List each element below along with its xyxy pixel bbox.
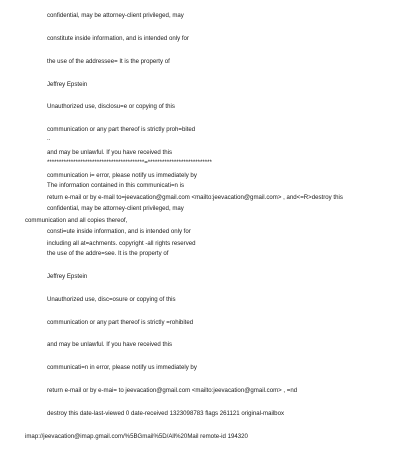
text-line: including all at=achments. copyright -all rights reserved <box>47 240 196 247</box>
text-line: Jeffrey Epstein <box>47 80 88 88</box>
text-line: communication and all copies thereof, <box>25 217 128 225</box>
text-line: return e-mail or by e-mai= to jeevacation@gmail.com <mailto:jeevacation@gmail.com> , =nd <box>47 387 298 394</box>
text-line: communication i= error, please notify us immediately by <box>47 171 197 179</box>
text-line: consti=ute inside information, and is intended only for <box>47 227 191 235</box>
text-line: The information contained in this communicati=n is <box>47 181 185 189</box>
disclaimer-block-second <box>0 144 297 455</box>
separator-marker: .. <box>47 136 51 142</box>
text-line: the use of the addre=see. It is the property of <box>47 250 169 258</box>
text-line: destroy this date-last-viewed 0 date-received 1323098783 flags 261121 original-mailbox <box>47 409 285 417</box>
text-line: confidential, may be attorney-client privileged, may <box>47 12 184 20</box>
text-line: imap://jeevacation@imap.gmail.com/%5BGmail%5D/All%20Mail remote-id 194320 <box>25 432 248 440</box>
separator-line: *****************************************=*************************** <box>47 159 212 167</box>
text-line: and may be unlawful. If you have received this <box>47 148 172 156</box>
text-line: return e-mail or by e-mail to=jeevacation@gmail.com <mailto:jeevacation@gmail.com> , and<=R>destroy this <box>47 194 343 202</box>
text-line: constitute inside information, and is intended only for <box>47 34 189 42</box>
text-line: communication or any part thereof is strictly =rohibited <box>47 318 194 326</box>
text-line: confidential, may be attorney-client privileged, may <box>47 204 184 212</box>
text-line: the use of the addressee= It is the property of <box>47 57 170 65</box>
text-line: Jeffrey Epstein <box>47 273 88 281</box>
text-line: and may be unlawful. If you have received this <box>47 341 172 349</box>
text-line: Unauthorized use, disclosu=e or copying of this <box>47 103 175 111</box>
text-line: Unauthorized use, disc=osure or copying of this <box>47 295 176 303</box>
text-line: communication or any part thereof is strictly proh=bited <box>47 126 196 134</box>
text-line: communicati=n in error, please notify us immediately by <box>47 364 197 372</box>
